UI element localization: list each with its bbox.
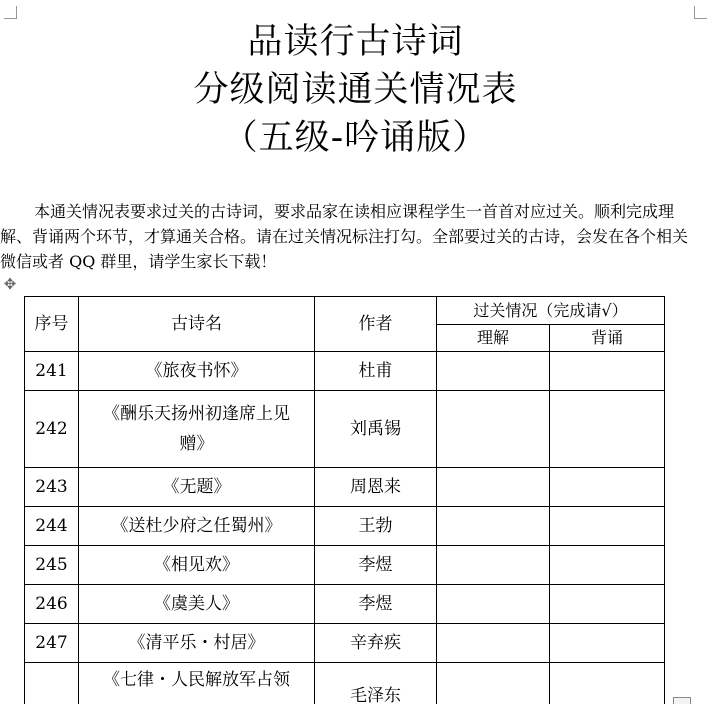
table-row (25, 624, 665, 663)
row-index: 245 (25, 546, 79, 585)
row-poem: 《七律・人民解放军占领 (79, 663, 315, 704)
row-poem: 《旅夜书怀》 (79, 352, 315, 391)
row-index: 243 (25, 468, 79, 507)
understand-checkbox-cell[interactable] (437, 507, 550, 546)
understand-checkbox-cell[interactable] (437, 663, 550, 704)
row-author: 李煜 (315, 546, 437, 585)
row-index: 247 (25, 624, 79, 663)
row-poem: 《送杜少府之任蜀州》 (79, 507, 315, 546)
table-row (25, 663, 665, 704)
row-author: 刘禹锡 (315, 391, 437, 468)
understand-checkbox-cell[interactable] (437, 546, 550, 585)
understand-checkbox-cell[interactable] (437, 391, 550, 468)
title-line-3: （五级-吟诵版） (222, 118, 489, 158)
table-row (25, 585, 665, 624)
header-poem: 古诗名 (79, 297, 315, 352)
row-poem: 《相见欢》 (79, 546, 315, 585)
table-row (25, 352, 665, 391)
recite-checkbox-cell[interactable] (550, 624, 665, 663)
intro-paragraph: 本通关情况表要求过关的古诗词，要求品家在读相应课程学生一首首对应过关。顺利完成理解、背诵两个环节，才算通关合格。请在过关情况标注打勾。全部要过关的古诗，会发在各个相关微信或者 QQ 群里，请学生家长下载！ (0, 202, 689, 271)
move-arrows-icon[interactable]: ✥ (3, 275, 17, 293)
table-row (25, 391, 665, 468)
row-poem: 《无题》 (79, 468, 315, 507)
recite-checkbox-cell[interactable] (550, 663, 665, 704)
row-author: 辛弃疾 (315, 624, 437, 663)
recite-checkbox-cell[interactable] (550, 468, 665, 507)
header-index: 序号 (25, 297, 79, 352)
page-scroll-indicator[interactable] (673, 697, 691, 704)
header-status: 过关情况（完成请√） (437, 297, 665, 325)
row-poem: 《清平乐・村居》 (79, 624, 315, 663)
recite-checkbox-cell[interactable] (550, 391, 665, 468)
recite-checkbox-cell[interactable] (550, 352, 665, 391)
row-author: 毛泽东 (315, 663, 437, 704)
understand-checkbox-cell[interactable] (437, 624, 550, 663)
understand-checkbox-cell[interactable] (437, 585, 550, 624)
recite-checkbox-cell[interactable] (550, 546, 665, 585)
understand-checkbox-cell[interactable] (437, 468, 550, 507)
row-index: 241 (25, 352, 79, 391)
header-recite: 背诵 (550, 325, 665, 352)
row-index: 244 (25, 507, 79, 546)
header-author: 作者 (315, 297, 437, 352)
recite-checkbox-cell[interactable] (550, 585, 665, 624)
row-index: 242 (25, 391, 79, 468)
row-author: 李煜 (315, 585, 437, 624)
title-line-2: 分级阅读通关情况表 (193, 70, 518, 110)
pass-status-table (24, 296, 665, 704)
recite-checkbox-cell[interactable] (550, 507, 665, 546)
table-row (25, 507, 665, 546)
row-poem: 《酬乐天扬州初逢席上见赠》 (79, 391, 315, 468)
row-index (25, 663, 79, 704)
row-poem: 《虞美人》 (79, 585, 315, 624)
understand-checkbox-cell[interactable] (437, 352, 550, 391)
row-index: 246 (25, 585, 79, 624)
header-understand: 理解 (437, 325, 550, 352)
row-author: 王勃 (315, 507, 437, 546)
row-author: 杜甫 (315, 352, 437, 391)
row-author: 周恩来 (315, 468, 437, 507)
title-line-1: 品读行古诗词 (247, 22, 464, 62)
table-row (25, 468, 665, 507)
table-row (25, 546, 665, 585)
document-title (0, 18, 711, 162)
